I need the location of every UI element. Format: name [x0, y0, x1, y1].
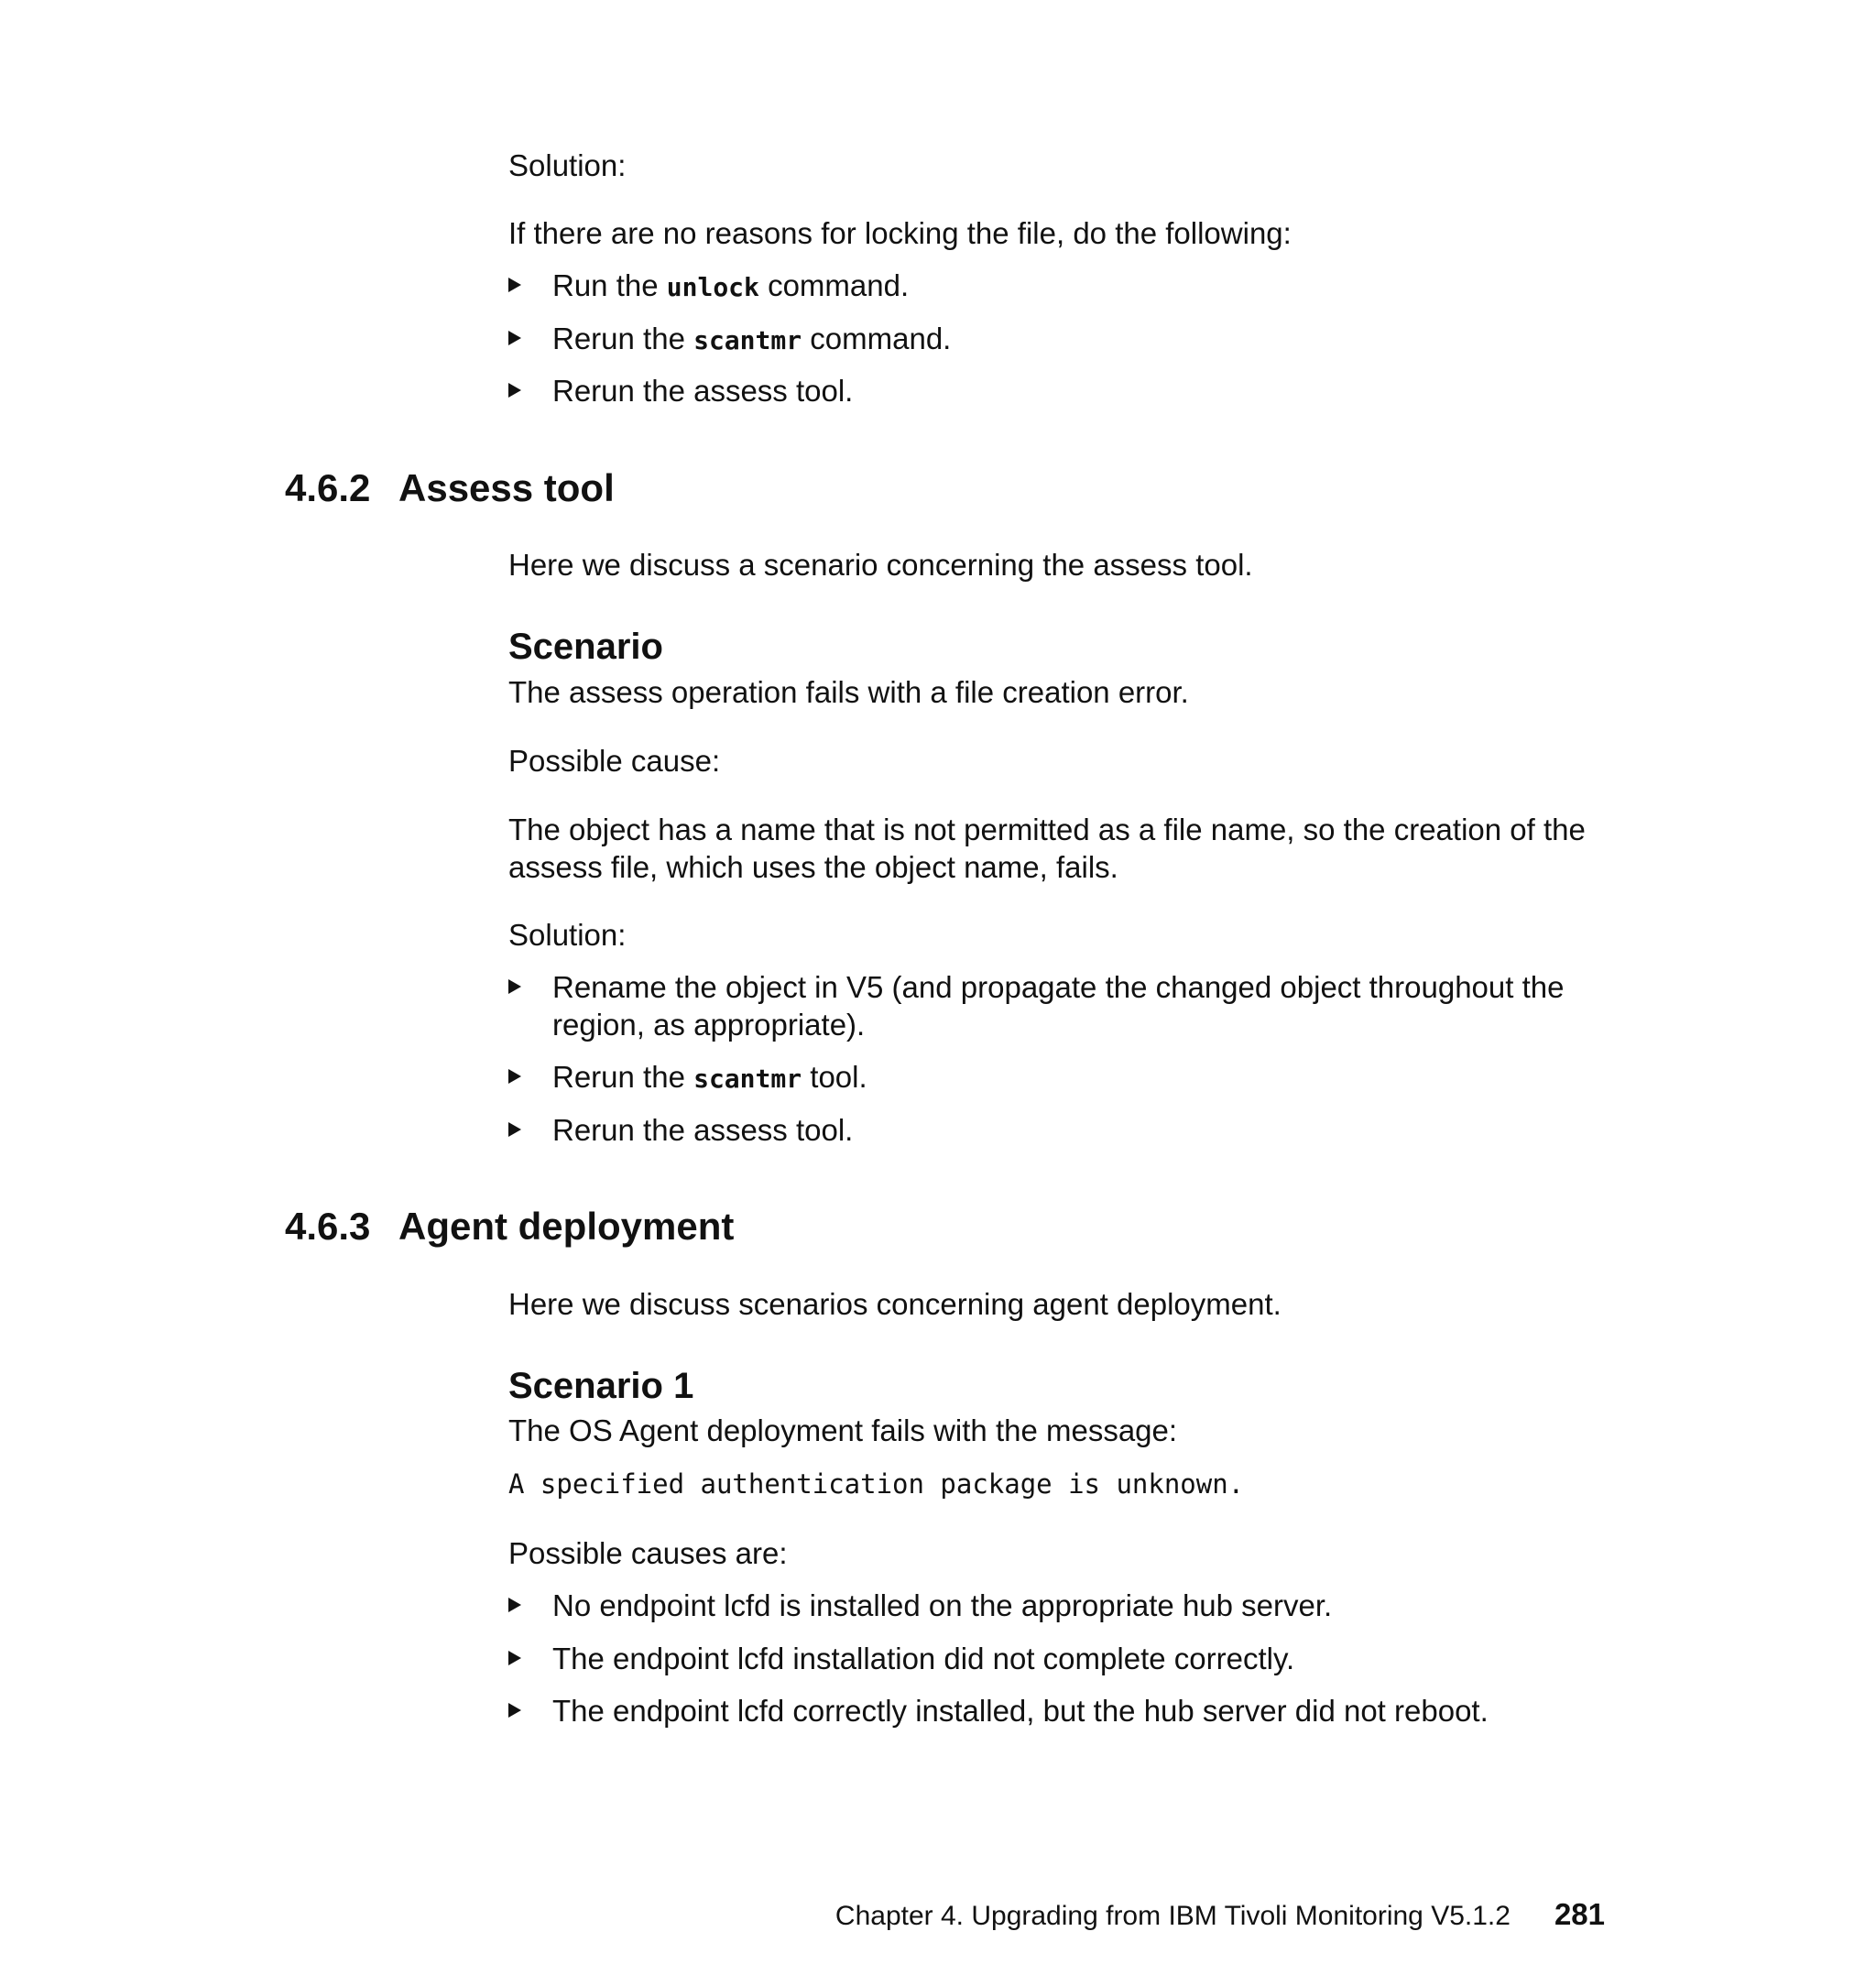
cause-label: Possible cause:	[508, 744, 721, 778]
section-title: Agent deployment	[398, 1205, 735, 1248]
inline-code: unlock	[666, 272, 759, 302]
solution-lead: If there are no reasons for locking the file, do the following:	[508, 216, 1292, 250]
bullet-triangle-icon	[508, 331, 521, 345]
section-heading-4-6-2	[285, 465, 615, 511]
cause-text: The object has a name that is not permitted as a file name, so the creation of the assess file, which uses the object name, fails.	[508, 813, 1586, 884]
scenario-text: The assess operation fails with a file creation error.	[508, 675, 1189, 709]
scenario-heading: Scenario	[508, 627, 663, 667]
scenario-heading: Scenario 1	[508, 1366, 694, 1406]
bullet-triangle-icon	[508, 1069, 521, 1084]
bullet-triangle-icon	[508, 383, 521, 398]
inline-code: scantmr	[693, 325, 802, 355]
footer-chapter: Chapter 4. Upgrading from IBM Tivoli Monitoring V5.1.2	[834, 1901, 1511, 1931]
bullet-triangle-icon	[508, 1703, 521, 1718]
page-footer	[835, 1896, 1605, 1935]
bullet-triangle-icon	[508, 1598, 521, 1612]
section-heading-4-6-3	[285, 1204, 734, 1249]
bullet-triangle-icon	[508, 1651, 521, 1665]
bullet-triangle-icon	[508, 979, 521, 994]
inline-code: scantmr	[693, 1064, 802, 1094]
bullet-triangle-icon	[508, 278, 521, 292]
section-title: Assess tool	[398, 466, 615, 509]
section-number: 4.6.2	[285, 466, 371, 509]
solution-label: Solution:	[508, 148, 627, 182]
causes-label: Possible causes are:	[508, 1536, 788, 1570]
page-number: 281	[1554, 1897, 1605, 1931]
section-intro: Here we discuss a scenario concerning the assess tool.	[508, 548, 1253, 582]
bullet-triangle-icon	[508, 1122, 521, 1137]
solution-label: Solution:	[508, 918, 627, 952]
scenario-text: The OS Agent deployment fails with the message:	[508, 1413, 1178, 1447]
error-message-code: A specified authentication package is unknown.	[508, 1468, 1245, 1500]
section-intro: Here we discuss scenarios concerning agent deployment.	[508, 1287, 1282, 1321]
document-page: Solution: If there are no reasons for locking the file, do the following: Run the unlock command. Rerun the scantmr command. Rerun the assess tool. 4.6.2 Assess tool Here we discuss a scenario concerning the assess tool. Scenario The assess operation fails with a file creation error. Possible cause: The object has a name that is not permitted as a file name, so the creation of the assess file, which uses the object name, fails. Solution: Rename the object in V5 (and propagate the changed object throughout the region, as appropriate). Rerun the scantmr tool. Rerun the assess tool. 4.6.3 Agent deployment Here we discuss scenarios concerning agent deployment. Scenario 1 The OS Agent deployment fails with the message: A specified authentication package is unknown. Possible causes are: No endpoint lcfd is installed on the appropriate hub server. The endpoint lcfd installation did not complete correctly. The endpoint lcfd correctly installed, but the hub server did not reboot. Chapter 4. Upgrading from IBM Tivoli Monitoring V5.1.2 281	[0, 0, 1876, 1986]
section-number: 4.6.3	[285, 1205, 371, 1248]
